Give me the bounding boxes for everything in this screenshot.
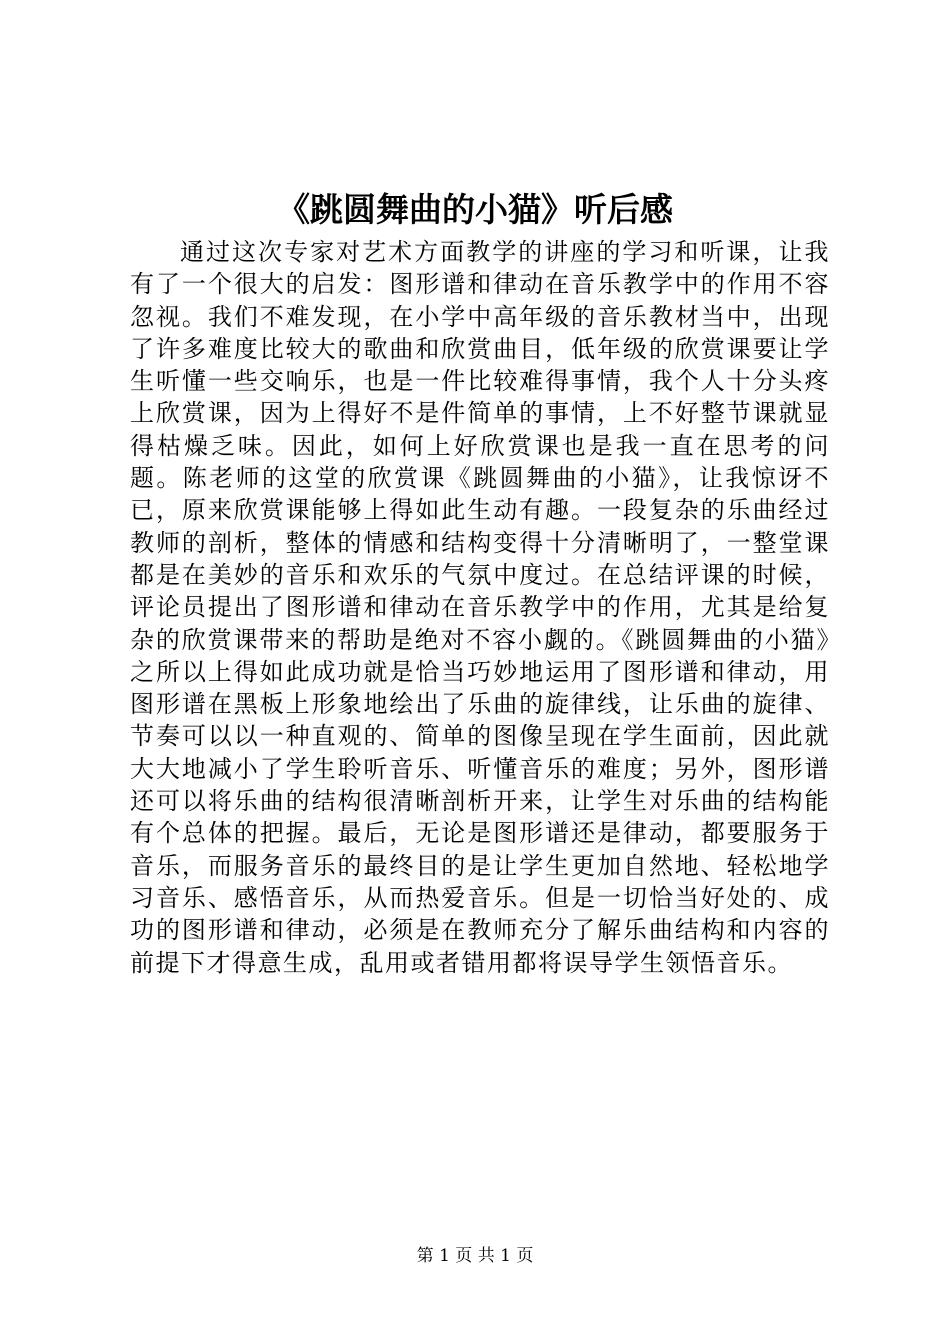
document-title: 《跳圆舞曲的小猫》听后感 bbox=[277, 190, 673, 229]
document-body: 通过这次专家对艺术方面教学的讲座的学习和听课，让我有了一个很大的启发：图形谱和律动在音乐教学中的作用不容忽视。我们不难发现，在小学中高年级的音乐教材当中，出现了许多难度比较大的歌曲和欣赏曲目，低年级的欣赏课要让学生听懂一些交响乐，也是一件比较难得事情，我个人十分头疼上欣赏课，因为上得好不是件简单的事情，上不好整节课就显得枯燥乏味。因此，如何上好欣赏课也是我一直在思考的问题。陈老师的这堂的欣赏课《跳圆舞曲的小猫》，让我惊讶不已，原来欣赏课能够上得如此生动有趣。一段复杂的乐曲经过教师的剖析，整体的情感和结构变得十分清晰明了，一整堂课都是在美妙的音乐和欢乐的气氛中度过。在总结评课的时候，评论员提出了图形谱和律动在音乐教学中的作用，尤其是给复杂的欣赏课带来的帮助是绝对不容小觑的。《跳圆舞曲的小猫》之所以上得如此成功就是恰当巧妙地运用了图形谱和律动，用图形谱在黑板上形象地绘出了乐曲的旋律线，让乐曲的旋律、节奏可以以一种直观的、简单的图像呈现在学生面前，因此就大大地减小了学生聆听音乐、听懂音乐的难度；另外，图形谱还可以将乐曲的结构很清晰剖析开来，让学生对乐曲的结构能有个总体的把握。最后，无论是图形谱还是律动，都要服务于音乐，而服务音乐的最终目的是让学生更加自然地、轻松地学习音乐、感悟音乐，从而热爱音乐。但是一切恰当好处的、成功的图形谱和律动，必须是在教师充分了解乐曲结构和内容的前提下才得意生成，乱用或者错用都将误导学生领悟音乐。 bbox=[130, 238, 830, 977]
page-footer: 第 1 页 共 1 页 bbox=[416, 1246, 534, 1266]
